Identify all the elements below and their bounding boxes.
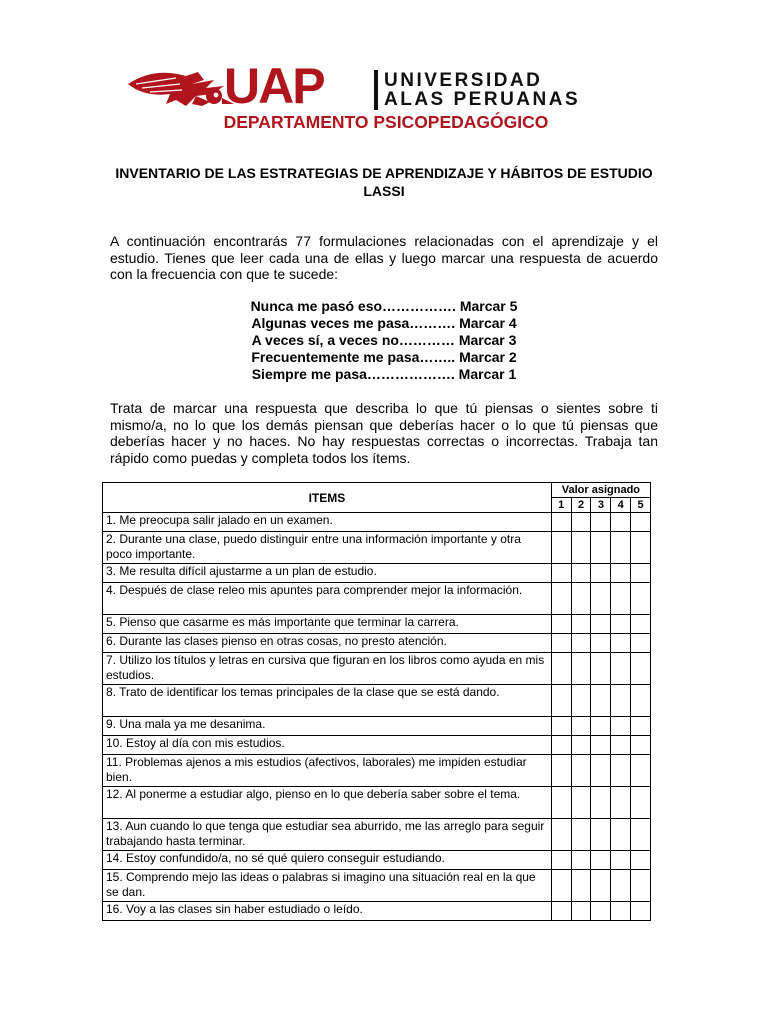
department-title: DEPARTAMENTO PSICOPEDAGÓGICO (223, 112, 549, 132)
answer-cell[interactable] (611, 902, 631, 921)
answer-cell[interactable] (591, 787, 611, 819)
table-row (103, 685, 651, 717)
scale-option: Algunas veces me pasa………. Marcar 4 (251, 315, 517, 331)
answer-cell[interactable] (591, 513, 611, 532)
value-column-header: 5 (631, 498, 651, 513)
answer-cell[interactable] (571, 513, 591, 532)
answer-cell[interactable] (591, 653, 611, 685)
inventory-table-body (103, 513, 651, 921)
answer-cell[interactable] (591, 634, 611, 653)
table-row (103, 653, 651, 685)
scale-option: Siempre me pasa………………. Marcar 1 (251, 366, 517, 382)
table-row (103, 583, 651, 615)
answer-cell[interactable] (571, 787, 591, 819)
item-text: 16. Voy a las clases sin haber estudiado o leído. (103, 902, 552, 921)
answer-cell[interactable] (551, 870, 571, 902)
answer-cell[interactable] (551, 513, 571, 532)
answer-cell[interactable] (551, 615, 571, 634)
answer-cell[interactable] (611, 685, 631, 717)
table-row (103, 851, 651, 870)
answer-cell[interactable] (551, 685, 571, 717)
table-row (103, 755, 651, 787)
item-text: 10. Estoy al día con mis estudios. (103, 736, 552, 755)
answer-cell[interactable] (631, 564, 651, 583)
answer-cell[interactable] (611, 532, 631, 564)
answer-cell[interactable] (631, 685, 651, 717)
value-column-header: 4 (611, 498, 631, 513)
scale-option: Nunca me pasó eso……………. Marcar 5 (250, 298, 518, 314)
answer-cell[interactable] (631, 851, 651, 870)
item-text: 7. Utilizo los títulos y letras en cursiva que figuran en los libros como ayuda en mis estudios. (103, 653, 552, 685)
answer-cell[interactable] (611, 634, 631, 653)
answer-cell[interactable] (591, 755, 611, 787)
answer-cell[interactable] (551, 583, 571, 615)
item-text: 11. Problemas ajenos a mis estudios (afectivos, laborales) me impiden estudiar bien. (103, 755, 552, 787)
answer-cell[interactable] (631, 787, 651, 819)
answer-cell[interactable] (551, 653, 571, 685)
scale-option: A veces sí, a veces no………… Marcar 3 (251, 332, 517, 348)
answer-cell[interactable] (571, 902, 591, 921)
answer-cell[interactable] (551, 787, 571, 819)
answer-cell[interactable] (571, 564, 591, 583)
header (112, 58, 660, 136)
answer-cell[interactable] (551, 532, 571, 564)
item-text: 6. Durante las clases pienso en otras cosas, no presto atención. (103, 634, 552, 653)
intro-paragraph: A continuación encontrarás 77 formulaciones relacionadas con el aprendizaje y el estudio. Tienes que leer cada una de ellas y luego marcar una respuesta de acuerdo con la frecuencia con que te sucede: (110, 233, 658, 282)
answer-cell[interactable] (611, 653, 631, 685)
table-row (103, 870, 651, 902)
answer-cell[interactable] (591, 870, 611, 902)
table-row (103, 902, 651, 921)
answer-cell[interactable] (571, 685, 591, 717)
instructions-paragraph: Trata de marcar una respuesta que describa lo que tú piensas o sientes sobre ti mismo/a, no lo que los demás piensan que deberías hacer o lo que tú piensas que deberías hacer y no haces. No hay respuestas correctas o incorrectas. Trabaja tan rápido como puedas y completa todos los ítems. (110, 400, 658, 466)
answer-cell[interactable] (551, 564, 571, 583)
answer-cell[interactable] (611, 787, 631, 819)
items-header: ITEMS (103, 483, 552, 513)
answer-cell[interactable] (571, 736, 591, 755)
answer-cell[interactable] (591, 851, 611, 870)
answer-cell[interactable] (631, 583, 651, 615)
answer-cell[interactable] (631, 532, 651, 564)
answer-cell[interactable] (571, 615, 591, 634)
answer-cell[interactable] (611, 819, 631, 851)
item-text: 9. Una mala ya me desanima. (103, 717, 552, 736)
table-row (103, 819, 651, 851)
answer-cell[interactable] (611, 717, 631, 736)
university-name-line2: ALAS PERUANAS (384, 89, 581, 110)
answer-cell[interactable] (611, 583, 631, 615)
item-text: 15. Comprendo mejo las ideas o palabras si imagino una situación real en la que se dan. (103, 870, 552, 902)
answer-cell[interactable] (591, 902, 611, 921)
answer-cell[interactable] (591, 564, 611, 583)
item-text: 14. Estoy confundido/a, no sé qué quiero conseguir estudiando. (103, 851, 552, 870)
table-row (103, 634, 651, 653)
scale-option: Frecuentemente me pasa…….. Marcar 2 (251, 349, 517, 365)
answer-cell[interactable] (611, 615, 631, 634)
answer-cell[interactable] (631, 615, 651, 634)
answer-cell[interactable] (551, 755, 571, 787)
table-row (103, 564, 651, 583)
answer-cell[interactable] (631, 902, 651, 921)
valor-asignado-header: Valor asignado (551, 483, 650, 498)
answer-cell[interactable] (631, 819, 651, 851)
answer-cell[interactable] (631, 755, 651, 787)
answer-cell[interactable] (591, 615, 611, 634)
item-text: 3. Me resulta difícil ajustarme a un plan de estudio. (103, 564, 552, 583)
value-column-header: 1 (551, 498, 571, 513)
answer-cell[interactable] (571, 819, 591, 851)
item-text: 8. Trato de identificar los temas principales de la clase que se está dando. (103, 685, 552, 717)
answer-cell[interactable] (611, 736, 631, 755)
answer-cell[interactable] (591, 819, 611, 851)
answer-cell[interactable] (631, 634, 651, 653)
item-text: 2. Durante una clase, puedo distinguir entre una información importante y otra poco importante. (103, 532, 552, 564)
item-text: 12. Al ponerme a estudiar algo, pienso en lo que debería saber sobre el tema. (103, 787, 552, 819)
answer-cell[interactable] (551, 736, 571, 755)
answer-cell[interactable] (591, 532, 611, 564)
answer-cell[interactable] (551, 634, 571, 653)
condor-logo-icon (126, 66, 236, 114)
answer-cell[interactable] (571, 532, 591, 564)
item-text: 4. Después de clase releo mis apuntes para comprender mejor la información. (103, 583, 552, 615)
answer-cell[interactable] (611, 513, 631, 532)
university-name-line1: UNIVERSIDAD (384, 70, 543, 91)
answer-cell[interactable] (571, 851, 591, 870)
response-scale (110, 298, 658, 383)
answer-cell[interactable] (571, 870, 591, 902)
answer-cell[interactable] (611, 851, 631, 870)
answer-cell[interactable] (591, 717, 611, 736)
answer-cell[interactable] (571, 634, 591, 653)
answer-cell[interactable] (571, 717, 591, 736)
document-title: INVENTARIO DE LAS ESTRATEGIAS DE APRENDIZAJE Y HÁBITOS DE ESTUDIO LASSI (115, 165, 653, 199)
item-text: 5. Pienso que casarme es más importante que terminar la carrera. (103, 615, 552, 634)
answer-cell[interactable] (611, 755, 631, 787)
logo-divider (374, 70, 378, 110)
value-column-header: 2 (571, 498, 591, 513)
answer-cell[interactable] (611, 870, 631, 902)
answer-cell[interactable] (631, 513, 651, 532)
answer-cell[interactable] (591, 583, 611, 615)
answer-cell[interactable] (551, 819, 571, 851)
table-row (103, 787, 651, 819)
answer-cell[interactable] (631, 870, 651, 902)
answer-cell[interactable] (551, 851, 571, 870)
answer-cell[interactable] (571, 583, 591, 615)
value-column-header: 3 (591, 498, 611, 513)
logo (112, 58, 660, 114)
table-row (103, 513, 651, 532)
uap-logo-text: UAP (224, 58, 324, 114)
table-row (103, 736, 651, 755)
table-row (103, 532, 651, 564)
table-row (103, 717, 651, 736)
answer-cell[interactable] (631, 717, 651, 736)
inventory-table (102, 482, 651, 921)
answer-cell[interactable] (551, 902, 571, 921)
answer-cell[interactable] (551, 717, 571, 736)
answer-cell[interactable] (611, 564, 631, 583)
answer-cell[interactable] (571, 653, 591, 685)
table-row (103, 615, 651, 634)
item-text: 13. Aun cuando lo que tenga que estudiar sea aburrido, me las arreglo para seguir trabajando hasta terminar. (103, 819, 552, 851)
answer-cell[interactable] (591, 736, 611, 755)
answer-cell[interactable] (631, 653, 651, 685)
answer-cell[interactable] (591, 685, 611, 717)
answer-cell[interactable] (571, 755, 591, 787)
item-text: 1. Me preocupa salir jalado en un examen. (103, 513, 552, 532)
answer-cell[interactable] (631, 736, 651, 755)
